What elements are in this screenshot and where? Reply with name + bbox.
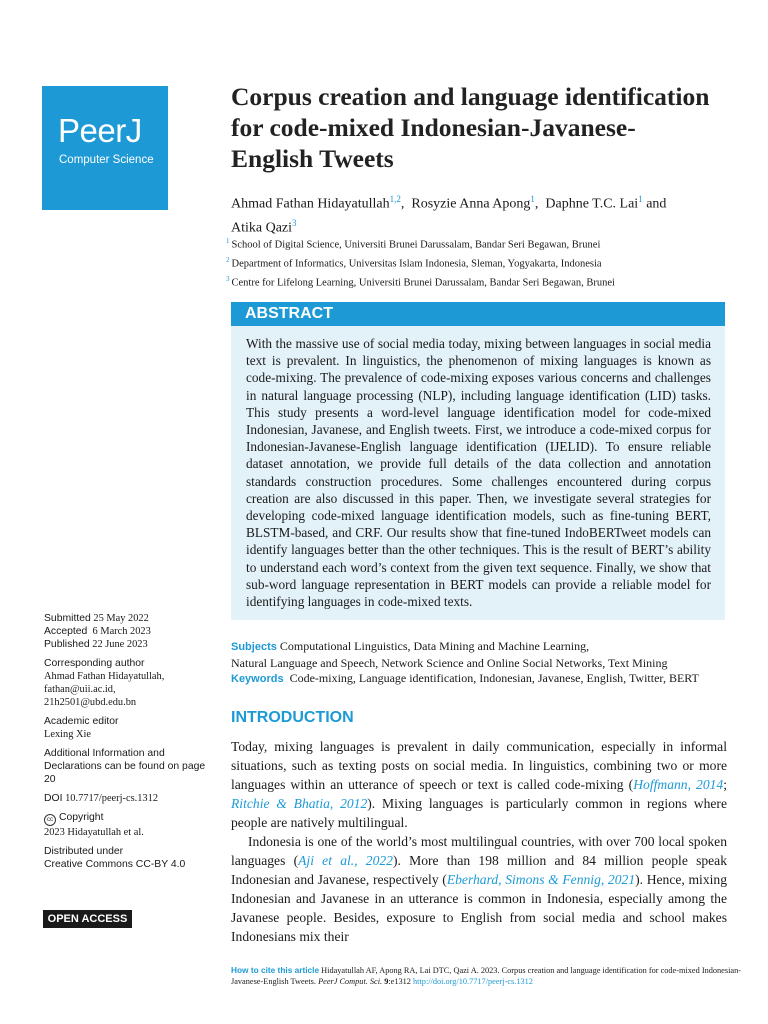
- corresponding-email[interactable]: 21h2501@ubd.edu.bn: [44, 697, 137, 708]
- journal-name: PeerJ Comput. Sci.: [318, 977, 383, 986]
- author-list: Ahmad Fathan Hidayatullah$^{1,2}$, Rosyzie Anna Apong$^1$, Daphne T.C. Lai$^1$ and Atika Qazi$^3$: [231, 194, 667, 236]
- subjects-line: Subjects Computational Linguistics, Data Mining and Machine Learning,: [231, 639, 590, 653]
- author-affiliation-mark: 1: [638, 194, 643, 204]
- introduction-heading: INTRODUCTION: [231, 709, 354, 726]
- distributed-label: Distributed under: [44, 846, 124, 857]
- published-date: Published 22 June 2023: [44, 639, 148, 650]
- citation-link[interactable]: Eberhard, Simons & Fennig, 2021: [446, 872, 636, 887]
- article-info-sidebar: [44, 612, 214, 871]
- abstract-box: [231, 302, 725, 620]
- open-access-badge: OPEN ACCESS: [43, 910, 132, 928]
- academic-editor: Lexing Xie: [44, 729, 92, 740]
- logo-wordmark: PeerJ: [58, 112, 142, 149]
- authors-and: and: [646, 196, 667, 212]
- academic-editor-label: Academic editor: [44, 716, 119, 727]
- creative-commons-icon: cc: [44, 814, 56, 826]
- license-link[interactable]: Creative Commons CC-BY 4.0: [44, 859, 186, 870]
- subjects-line: Natural Language and Speech, Network Science and Online Social Networks, Text Mining: [231, 655, 668, 670]
- corresponding-author-label: Corresponding author: [44, 658, 145, 669]
- author-name: Ahmad Fathan Hidayatullah: [231, 196, 390, 212]
- citation-link[interactable]: Hoffmann, 2014: [633, 777, 724, 792]
- affiliation: $^1$ School of Digital Science, Universiti Brunei Darussalam, Bandar Seri Begawan, Brunei: [226, 237, 601, 251]
- author-affiliation-mark: 1,2: [389, 194, 401, 204]
- subjects-keywords: [231, 639, 741, 688]
- author-affiliation-mark: 3: [292, 217, 297, 228]
- introduction-body: [231, 737, 727, 946]
- copyright-label: cc Copyright: [44, 811, 214, 826]
- paragraph: Indonesia is one of the world’s most multilingual countries, with over 700 local spoken languages (Aji et al., 2022). More than 198 million and 84 million people speak Indonesian and Javanese, respectively (Eberhard, Simons & Fennig, 2021). Hence, mixing Indonesian and Javanese in an utterance is common in Indonesia, especially among the Javanese people. Besides, exposure to English from social media and school makes Indonesians mix their: [231, 834, 728, 944]
- citation-link[interactable]: Aji et al., 2022: [298, 853, 393, 868]
- abstract-heading: ABSTRACT: [231, 302, 725, 326]
- corresponding-author-name: Ahmad Fathan Hidayatullah,: [44, 671, 165, 682]
- paragraph: Today, mixing languages is prevalent in daily communication, especially in informal situations, such as texting posts on social media. In linguistics, combining two or more languages within an utterance of speech or text is called code-mixing (Hoffmann, 2014; Ritchie & Bhatia, 2012). Mixing languages is particularly common in regions where people are natively multilingual.: [231, 739, 728, 830]
- accepted-date: Accepted 6 March 2023: [44, 626, 151, 637]
- logo-subtitle: Computer Science: [59, 154, 154, 166]
- abstract-text: With the massive use of social media today, mixing between languages in social media text is prevalent. In linguistics, the phenomenon of mixing languages is known as code-mixing. The prevalence of code-mixing exposes various concerns and challenges in natural language processing (NLP), including language identification (LID) tasks. This study presents a word-level language identification model for code-mixed Indonesian, Javanese, and English tweets. First, we introduce a code-mixed corpus for Indonesian-Javanese-English language identification (IJELID). To ensure reliable dataset annotation, we provide full details of the data collection and annotation standards construction procedures. Some challenges encountered during corpus creation are also discussed in this paper. Then, we investigate several strategies for developing code-mixed language identification models, such as fine-tuning BERT, BLSTM-based, and CRF. Our results show that fine-tuned IndoBERTweet models can identify languages better than the other techniques. This is the result of BERT’s ability to understand each word’s context from the given text sequence. Finally, we show that sub-word language representation in BERT models can provide a reliable model for identifying languages in code-mixed texts.: [231, 326, 725, 620]
- article-title: Corpus creation and language identification for code-mixed Indonesian-Javanese-English Tweets: [231, 82, 710, 173]
- author-name: Daphne T.C. Lai: [545, 196, 639, 212]
- author-name: Rosyzie Anna Apong: [411, 196, 531, 212]
- keywords-line: Keywords Code-mixing, Language identification, Indonesian, Javanese, English, Twitter, BERT: [231, 671, 699, 685]
- doi-link[interactable]: 10.7717/peerj-cs.1312: [65, 793, 159, 804]
- author-affiliation-mark: 1: [530, 194, 535, 204]
- submitted-date: Submitted 25 May 2022: [44, 613, 149, 624]
- how-to-cite-label: How to cite this article: [231, 965, 320, 975]
- affiliation: $^2$ Department of Informatics, Universitas Islam Indonesia, Sleman, Yogyakarta, Indonesia: [226, 256, 602, 270]
- author-name: Atika Qazi: [231, 220, 293, 236]
- subjects-label: Subjects: [231, 641, 277, 653]
- citation-link[interactable]: Ritchie & Bhatia, 2012: [231, 796, 368, 811]
- affiliation-list: [226, 234, 746, 291]
- how-to-cite: How to cite this article Hidayatullah AF, Apong RA, Lai DTC, Qazi A. 2023. Corpus creation and language identification for code-mixed Indonesian-Javanese-English Tweets. PeerJ Comput. Sci. 9:e1312 http://doi.org/10.7717/peerj-cs.1312: [231, 965, 741, 986]
- corresponding-email[interactable]: fathan@uii.ac.id,: [44, 684, 116, 695]
- peerj-logo: [42, 86, 168, 210]
- doi: DOI 10.7717/peerj-cs.1312: [44, 793, 159, 804]
- copyright-holder: 2023 Hidayatullah et al.: [44, 827, 144, 838]
- additional-information: Additional Information and Declarations can be found on page 20: [44, 748, 206, 785]
- volume: 9: [384, 977, 389, 986]
- keywords-label: Keywords: [231, 673, 284, 685]
- doi-url-link[interactable]: http://doi.org/10.7717/peerj-cs.1312: [413, 977, 533, 986]
- affiliation: $^3$ Centre for Lifelong Learning, Universiti Brunei Darussalam, Bandar Seri Begawan, Brunei: [226, 275, 615, 289]
